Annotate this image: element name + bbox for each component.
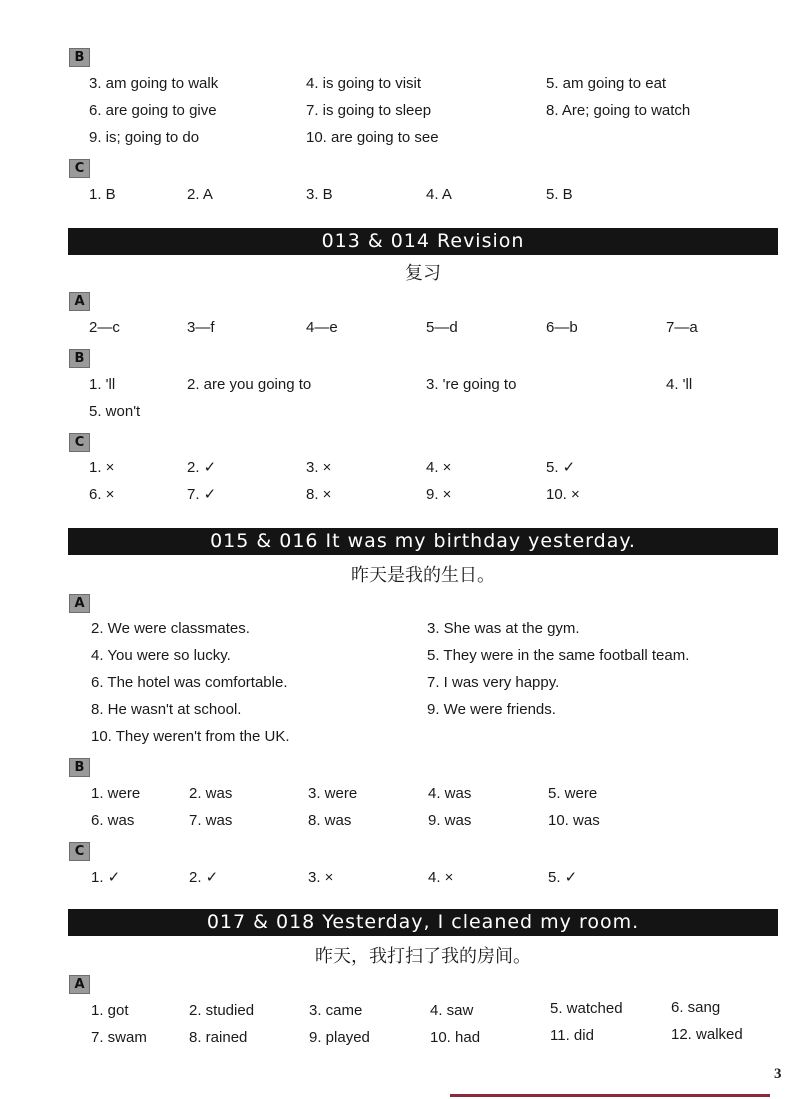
answer-item: 2. ✓ xyxy=(187,459,217,476)
exercise-c-badge: C xyxy=(69,159,90,178)
answer-item: 10. was xyxy=(548,812,600,829)
exercise-a-badge: A xyxy=(69,594,90,613)
answer-item: 8. Are; going to watch xyxy=(546,102,691,119)
exercise-a-badge: A xyxy=(69,975,90,994)
answer-item: 7. ✓ xyxy=(187,486,217,503)
answer-item: 4. is going to visit xyxy=(306,75,422,92)
answer-item: 8. rained xyxy=(189,1029,248,1046)
answer-item: 9. We were friends. xyxy=(427,701,556,718)
answer-item: 4. × xyxy=(428,869,454,886)
answer-item: 10. had xyxy=(430,1029,481,1046)
answer-item: 6. × xyxy=(89,486,115,503)
answer-item: 4. A xyxy=(426,186,452,203)
answer-item: 3. She was at the gym. xyxy=(427,620,580,637)
answer-item: 3. B xyxy=(306,186,333,203)
page-number: 3 xyxy=(774,1066,782,1082)
answer-item: 3. am going to walk xyxy=(89,75,219,92)
answer-item: 9. is; going to do xyxy=(89,129,200,146)
answer-item: 2. ✓ xyxy=(189,869,219,886)
answer-item: 4. You were so lucky. xyxy=(91,647,231,664)
answer-item: 2. studied xyxy=(189,1002,255,1019)
answer-item: 5. They were in the same football team. xyxy=(427,647,690,664)
section-subtitle: 昨天，我打扫了我的房间。 xyxy=(315,946,531,967)
answer-item: 2. A xyxy=(187,186,213,203)
answer-item: 4. 'll xyxy=(666,376,693,393)
section-subtitle: 昨天是我的生日。 xyxy=(351,565,495,586)
answer-item: 5. am going to eat xyxy=(546,75,667,92)
answer-item: 5. B xyxy=(546,186,573,203)
exercise-a-badge: A xyxy=(69,292,90,311)
answer-item: 7. was xyxy=(189,812,233,829)
answer-item: 4. saw xyxy=(430,1002,474,1019)
answer-item: 12. walked xyxy=(671,1026,743,1043)
answer-item: 8. He wasn't at school. xyxy=(91,701,242,718)
answer-item: 4—e xyxy=(306,319,338,336)
answer-item: 5. won't xyxy=(89,403,141,420)
answer-item: 9. × xyxy=(426,486,452,503)
section-title-banner: 017 & 018 Yesterday, I cleaned my room. xyxy=(68,909,778,936)
answer-item: 5. ✓ xyxy=(548,869,578,886)
exercise-b-badge: B xyxy=(69,349,90,368)
answer-item: 7. swam xyxy=(91,1029,147,1046)
answer-item: 6. The hotel was comfortable. xyxy=(91,674,288,691)
answer-item: 1. × xyxy=(89,459,115,476)
answer-item: 3. 're going to xyxy=(426,376,517,393)
answer-item: 11. did xyxy=(550,1027,594,1044)
answer-item: 1. ✓ xyxy=(91,869,121,886)
answer-item: 1. 'll xyxy=(89,376,116,393)
answer-item: 1. B xyxy=(89,186,116,203)
answer-item: 8. × xyxy=(306,486,332,503)
answer-item: 5—d xyxy=(426,319,458,336)
section-subtitle: 复习 xyxy=(405,263,441,284)
answer-item: 9. was xyxy=(428,812,472,829)
answer-item: 9. played xyxy=(309,1029,370,1046)
answer-item: 3. × xyxy=(308,869,334,886)
answer-item: 1. got xyxy=(91,1002,129,1019)
answer-item: 2. We were classmates. xyxy=(91,620,250,637)
answer-item: 6. are going to give xyxy=(89,102,217,119)
answer-item: 7. I was very happy. xyxy=(427,674,560,691)
answer-item: 5. ✓ xyxy=(546,459,576,476)
section-title-banner: 013 & 014 Revision xyxy=(68,228,778,255)
answer-item: 5. watched xyxy=(550,1000,623,1017)
answer-item: 4. was xyxy=(428,785,472,802)
answer-item: 10. They weren't from the UK. xyxy=(91,728,290,745)
exercise-b-badge: B xyxy=(69,48,90,67)
answer-item: 7—a xyxy=(666,319,698,336)
answer-item: 2—c xyxy=(89,319,120,336)
answer-item: 3—f xyxy=(187,319,215,336)
answer-item: 2. was xyxy=(189,785,233,802)
answer-item: 5. were xyxy=(548,785,598,802)
answer-item: 10. × xyxy=(546,486,580,503)
section-title-banner: 015 & 016 It was my birthday yesterday. xyxy=(68,528,778,555)
answer-item: 2. are you going to xyxy=(187,376,312,393)
exercise-b-badge: B xyxy=(69,758,90,777)
bottom-rule xyxy=(450,1094,770,1097)
answer-item: 4. × xyxy=(426,459,452,476)
answer-item: 10. are going to see xyxy=(306,129,439,146)
exercise-c-badge: C xyxy=(69,842,90,861)
answer-item: 3. × xyxy=(306,459,332,476)
answer-item: 6. sang xyxy=(671,999,721,1016)
answer-item: 1. were xyxy=(91,785,141,802)
answer-item: 6. was xyxy=(91,812,135,829)
answer-item: 7. is going to sleep xyxy=(306,102,432,119)
answer-item: 3. came xyxy=(309,1002,363,1019)
answer-item: 6—b xyxy=(546,319,578,336)
answer-item: 8. was xyxy=(308,812,352,829)
exercise-c-badge: C xyxy=(69,433,90,452)
answer-item: 3. were xyxy=(308,785,358,802)
